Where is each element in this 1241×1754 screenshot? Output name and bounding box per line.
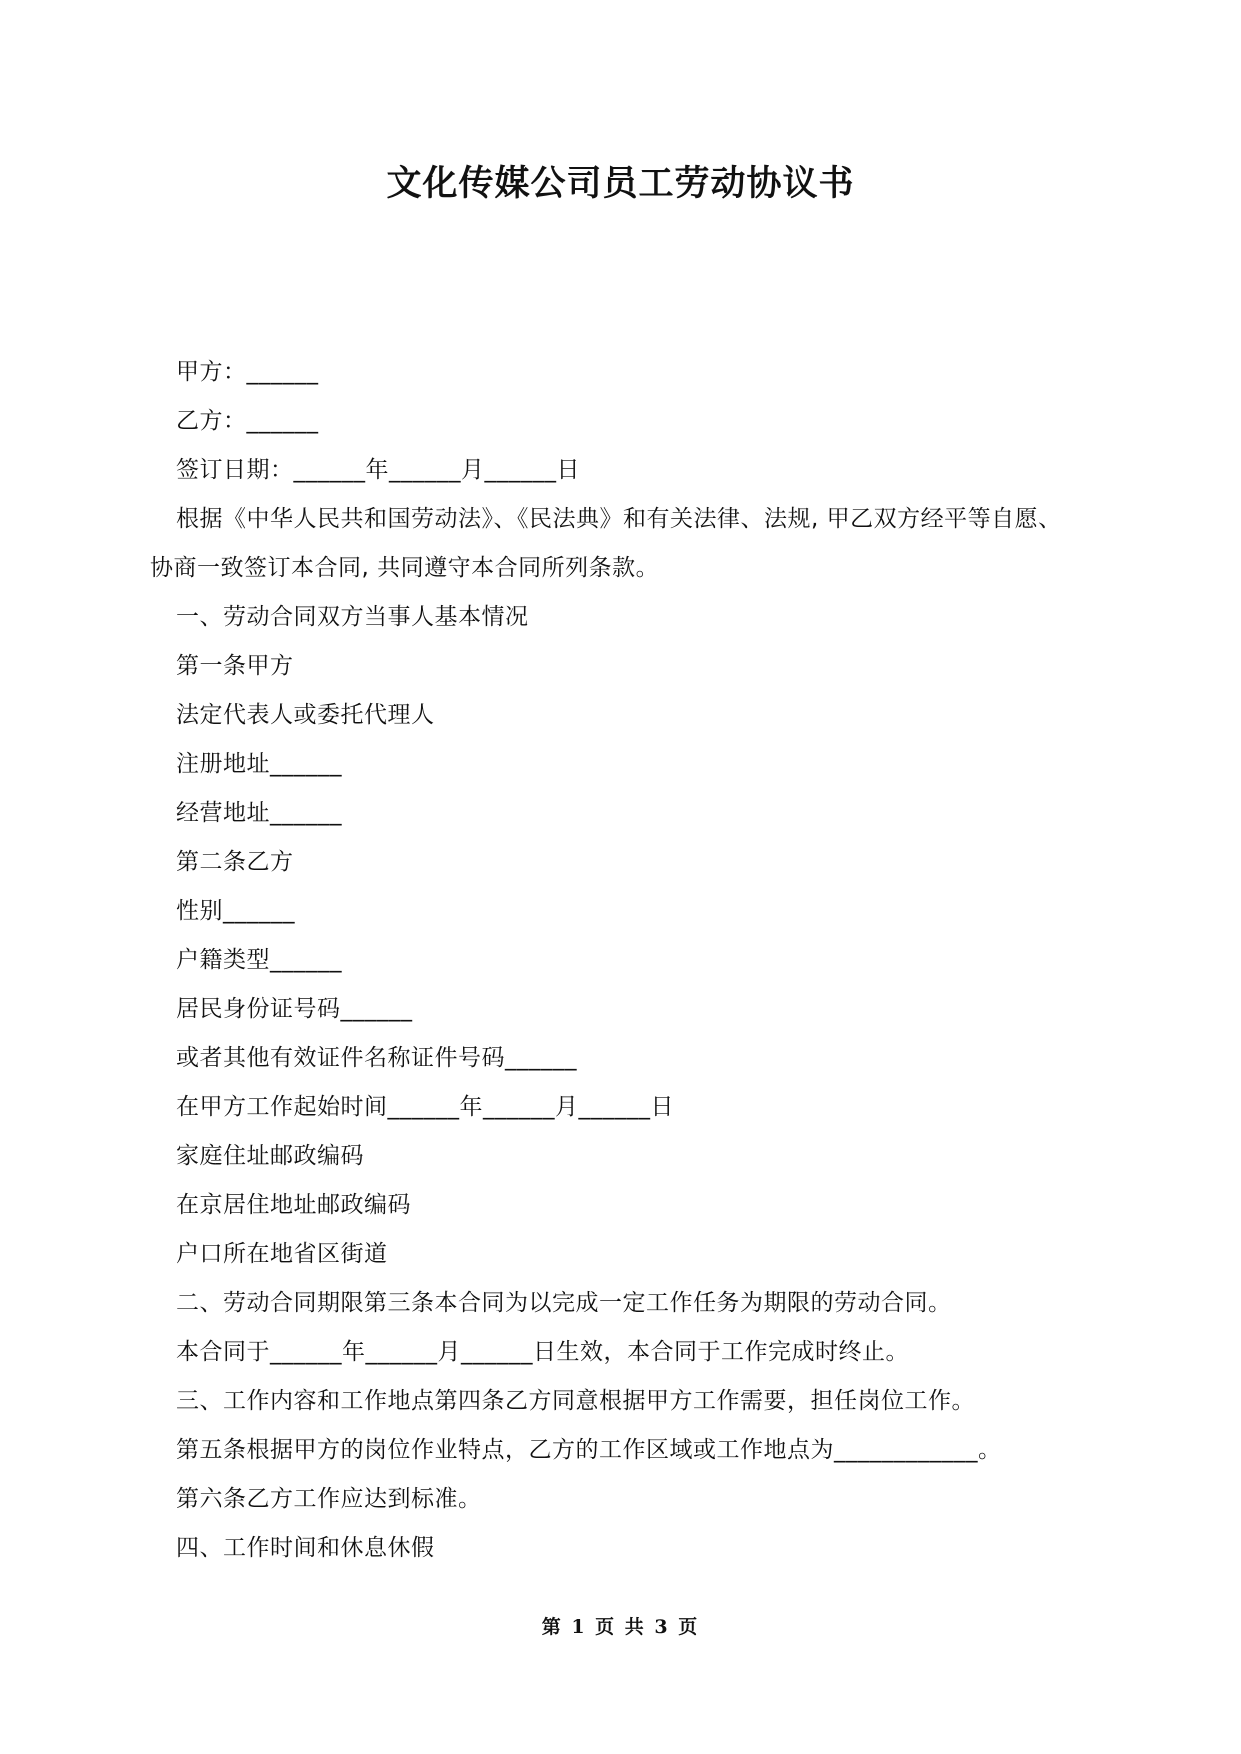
document-title: 文化传媒公司员工劳动协议书 <box>386 164 855 204</box>
start-date-line: 在甲方工作起始时间______年______月______日 <box>176 1094 674 1120</box>
article-6-line: 第六条乙方工作应达到标准。 <box>176 1486 482 1512</box>
article-2-line: 第二条乙方 <box>176 849 294 875</box>
section-3-line: 三、工作内容和工作地点第四条乙方同意根据甲方工作需要，担任岗位工作。 <box>176 1388 975 1414</box>
preamble-line-2: 协商一致签订本合同, 共同遵守本合同所列条款。 <box>150 555 660 581</box>
section-2-line: 二、劳动合同期限第三条本合同为以完成一定工作任务为期限的劳动合同。 <box>176 1290 952 1316</box>
home-address-line: 家庭住址邮政编码 <box>176 1143 364 1169</box>
other-id-line: 或者其他有效证件名称证件号码______ <box>176 1045 577 1071</box>
legal-rep-line: 法定代表人或委托代理人 <box>176 702 435 728</box>
section-4-heading: 四、工作时间和休息休假 <box>176 1535 435 1561</box>
effective-date-line: 本合同于______年______月______日生效，本合同于工作完成时终止。 <box>176 1339 909 1365</box>
party-b-line: 乙方：______ <box>176 408 319 434</box>
gender-line: 性别______ <box>176 898 295 924</box>
household-type-line: 户籍类型______ <box>176 947 342 973</box>
page-number: 第 1 页 共 3 页 <box>541 1616 700 1638</box>
id-number-line: 居民身份证号码______ <box>176 996 413 1022</box>
business-address-line: 经营地址______ <box>176 800 342 826</box>
preamble-line-1: 根据《中华人民共和国劳动法》、《民法典》和有关法律、法规, 甲乙双方经平等自愿、 <box>176 506 1062 532</box>
hukou-line: 户口所在地省区街道 <box>176 1241 388 1267</box>
registered-address-line: 注册地址______ <box>176 751 342 777</box>
signing-date-line: 签订日期：______年______月______日 <box>176 457 580 483</box>
beijing-address-line: 在京居住地址邮政编码 <box>176 1192 411 1218</box>
article-1-line: 第一条甲方 <box>176 653 294 679</box>
party-a-line: 甲方：______ <box>176 359 319 385</box>
section-1-heading: 一、劳动合同双方当事人基本情况 <box>176 604 529 630</box>
document-body <box>150 348 1110 1573</box>
article-5-line: 第五条根据甲方的岗位作业特点，乙方的工作区域或工作地点为____________。 <box>176 1437 1002 1463</box>
